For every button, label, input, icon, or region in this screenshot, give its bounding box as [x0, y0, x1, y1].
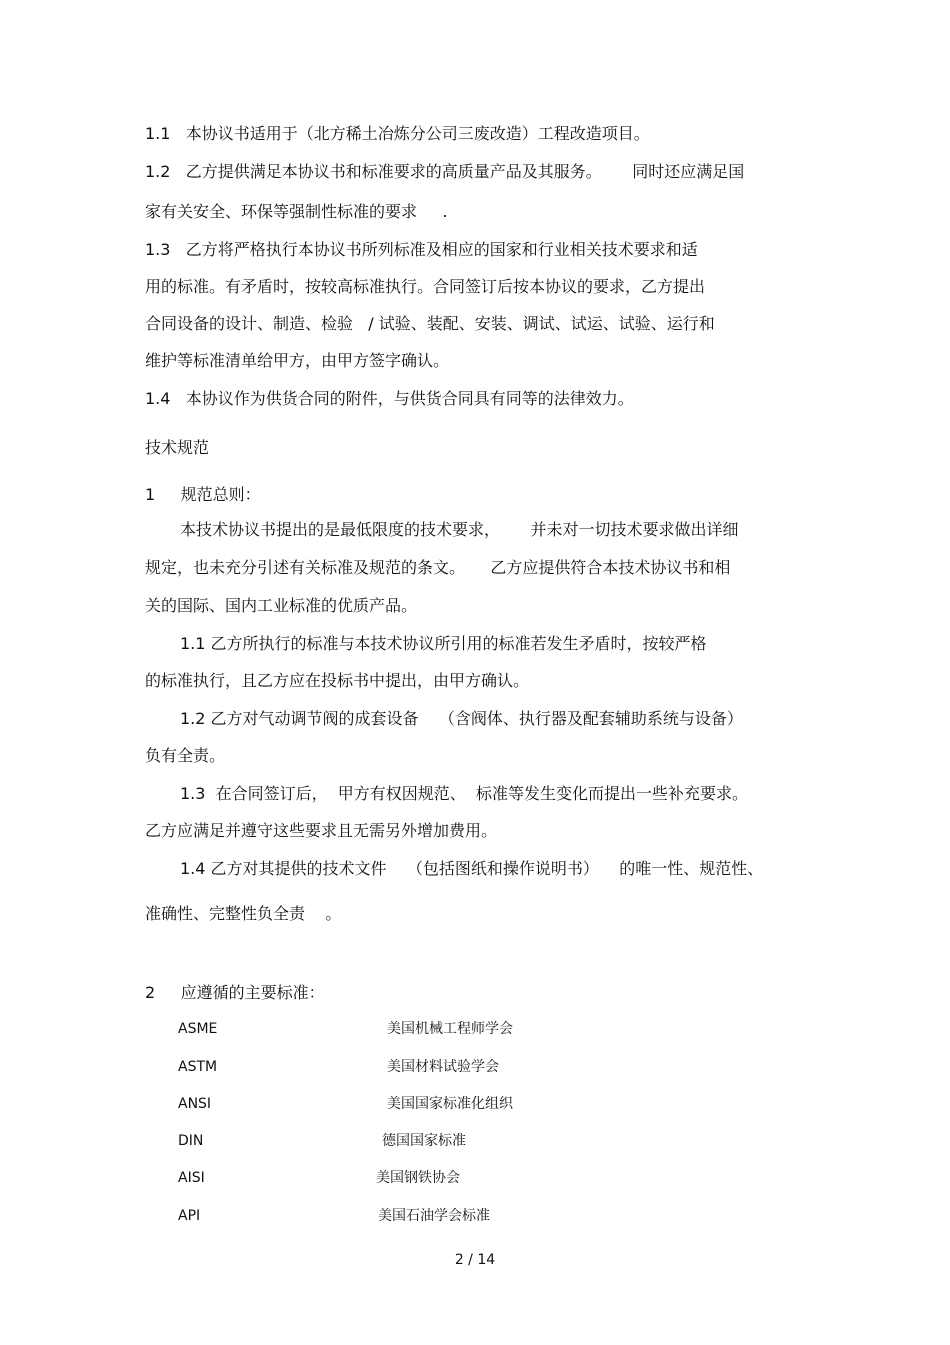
text-line: 1.3 在合同签订后， 甲方有权因规范、 标准等发生变化而提出一些补充要求。 [180, 784, 748, 803]
standard-description: 德国国家标准 [382, 1133, 466, 1149]
text-line: 负有全责。 [145, 746, 226, 765]
standard-code: AISI [178, 1170, 205, 1186]
text-line: 用的标准。有矛盾时，按较高标准执行。合同签订后按本协议的要求，乙方提出 [145, 277, 706, 296]
text-line: 1 规范总则： [145, 485, 261, 504]
text-line: 1.1 本协议书适用于（北方稀土冶炼分公司三废改造）工程改造项目。 [145, 124, 650, 143]
text-line: 2 应遵循的主要标准： [145, 983, 325, 1002]
text-line: 合同设备的设计、制造、检验 / 试验、装配、安装、调试、试运、试验、运行和 [145, 314, 715, 333]
standard-description: 美国机械工程师学会 [387, 1021, 513, 1037]
standard-code: ANSI [178, 1096, 212, 1112]
text-line: 维护等标准清单给甲方，由甲方签字确认。 [145, 351, 450, 370]
page-number: 2 / 14 [454, 1252, 496, 1268]
text-line: 关的国际、国内工业标准的优质产品。 [145, 596, 418, 615]
standard-description: 美国石油学会标准 [378, 1208, 490, 1224]
text-line: 1.2 乙方提供满足本协议书和标准要求的高质量产品及其服务。 同时还应满足国 [145, 162, 745, 181]
standard-code: API [178, 1208, 201, 1224]
text-line: 1.4 本协议作为供货合同的附件，与供货合同具有同等的法律效力。 [145, 389, 634, 408]
text-line: 乙方应满足并遵守这些要求且无需另外增加费用。 [145, 821, 498, 840]
text-line: 准确性、完整性负全责 。 [145, 904, 342, 923]
text-line: 的标准执行，且乙方应在投标书中提出，由甲方确认。 [145, 671, 530, 690]
standard-description: 美国国家标准化组织 [387, 1096, 513, 1112]
standard-description: 美国材料试验学会 [387, 1059, 499, 1075]
standard-code: ASTM [178, 1059, 218, 1075]
text-line: 家有关安全、环保等强制性标准的要求 . [145, 202, 448, 221]
standard-description: 美国钢铁协会 [376, 1170, 460, 1186]
standard-code: DIN [178, 1133, 204, 1149]
text-line: 本技术协议书提出的是最低限度的技术要求， 并未对一切技术要求做出详细 [180, 520, 739, 539]
text-line: 技术规范 [145, 438, 210, 457]
text-line: 1.4 乙方对其提供的技术文件 （包括图纸和操作说明书） 的唯一性、规范性、 [180, 859, 764, 878]
text-line: 1.2 乙方对气动调节阀的成套设备 （含阀体、执行器及配套辅助系统与设备） [180, 709, 743, 728]
text-line: 1.3 乙方将严格执行本协议书所列标准及相应的国家和行业相关技术要求和适 [145, 240, 698, 259]
text-line: 1.1 乙方所执行的标准与本技术协议所引用的标准若发生矛盾时，按较严格 [180, 634, 707, 653]
standard-code: ASME [178, 1021, 218, 1037]
text-line: 规定，也未充分引述有关标准及规范的条文。 乙方应提供符合本技术协议书和相 [145, 558, 731, 577]
